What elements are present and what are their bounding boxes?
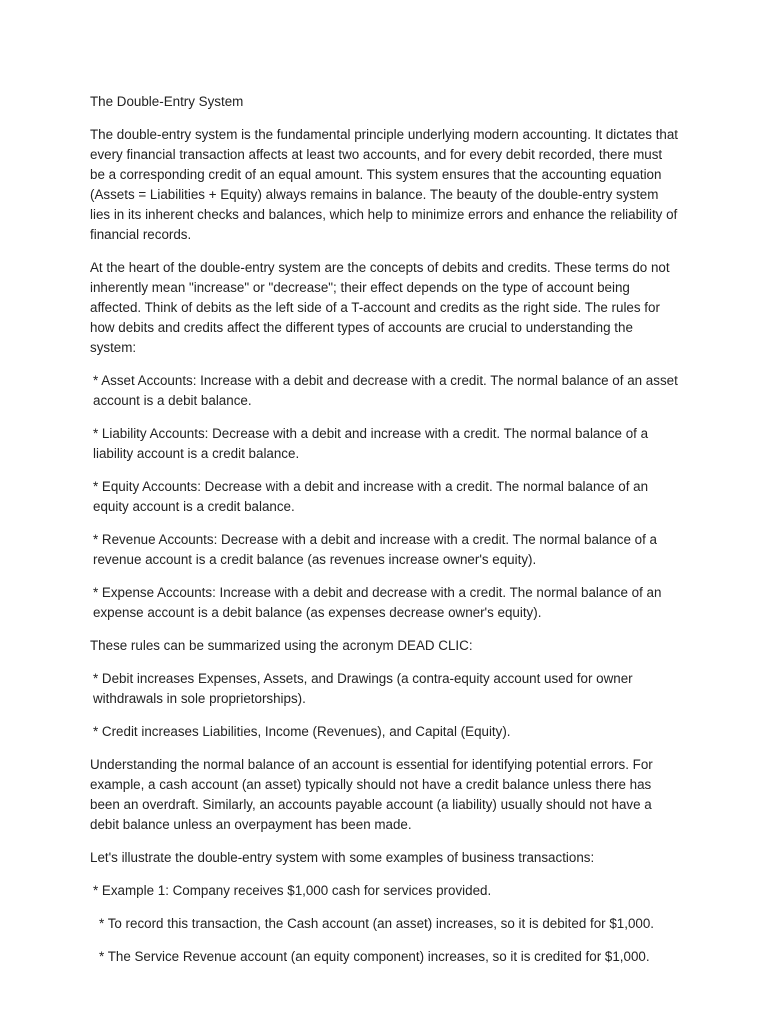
bullet-asset-accounts: * Asset Accounts: Increase with a debit and decrease with a credit. The normal balance of an asset account is a debit balance. [93,373,678,408]
bullet-credit-increases: * Credit increases Liabilities, Income (Revenues), and Capital (Equity). [93,724,511,739]
bullet-expense-accounts: * Expense Accounts: Increase with a debit and decrease with a credit. The normal balance of an expense account is a debit balance (as expenses decrease owner's equity). [93,585,662,620]
bullet-revenue-accounts: * Revenue Accounts: Decrease with a debit and increase with a credit. The normal balance of a revenue account is a credit balance (as revenues increase owner's equity). [93,532,657,567]
paragraph-normal-balance: Understanding the normal balance of an account is essential for identifying potential errors. For example, a cash account (an asset) typically should not have a credit balance unless there has been an overdraft. Similarly, an accounts payable account (a liability) usually should not have a debit balance unless an overpayment has been made. [90,757,653,832]
paragraph-intro: The double-entry system is the fundamental principle underlying modern accounting. It dictates that every financial transaction affects at least two accounts, and for every debit recorded, there must be a corresponding credit of an equal amount. This system ensures that the accounting equation (Assets = Liabilities + Equity) always remains in balance. The beauty of the double-entry system lies in its inherent checks and balances, which help to minimize errors and enhance the reliability of financial records. [90,127,679,242]
document-title: The Double-Entry System [90,94,244,109]
paragraph-debits-credits: At the heart of the double-entry system are the concepts of debits and credits. These terms do not inherently mean "increase" or "decrease"; their effect depends on the type of account being affected. Think of debits as the left side of a T-account and credits as the right side. The rules for how debits and credits affect the different types of accounts are crucial to understanding the system: [90,260,670,355]
sub-bullet-cash-debit: * To record this transaction, the Cash account (an asset) increases, so it is debited for $1,000. [99,916,655,931]
bullet-equity-accounts: * Equity Accounts: Decrease with a debit and increase with a credit. The normal balance of an equity account is a credit balance. [93,479,649,514]
document-page [90,92,680,980]
sub-bullet-revenue-credit: * The Service Revenue account (an equity component) increases, so it is credited for $1,000. [99,949,650,964]
paragraph-examples-intro: Let's illustrate the double-entry system with some examples of business transactions: [90,850,595,865]
bullet-example-1: * Example 1: Company receives $1,000 cash for services provided. [93,883,492,898]
paragraph-dead-clic: These rules can be summarized using the acronym DEAD CLIC: [90,638,473,653]
bullet-liability-accounts: * Liability Accounts: Decrease with a debit and increase with a credit. The normal balance of a liability account is a credit balance. [93,426,649,461]
bullet-debit-increases: * Debit increases Expenses, Assets, and Drawings (a contra-equity account used for owner withdrawals in sole proprietorships). [93,671,633,706]
